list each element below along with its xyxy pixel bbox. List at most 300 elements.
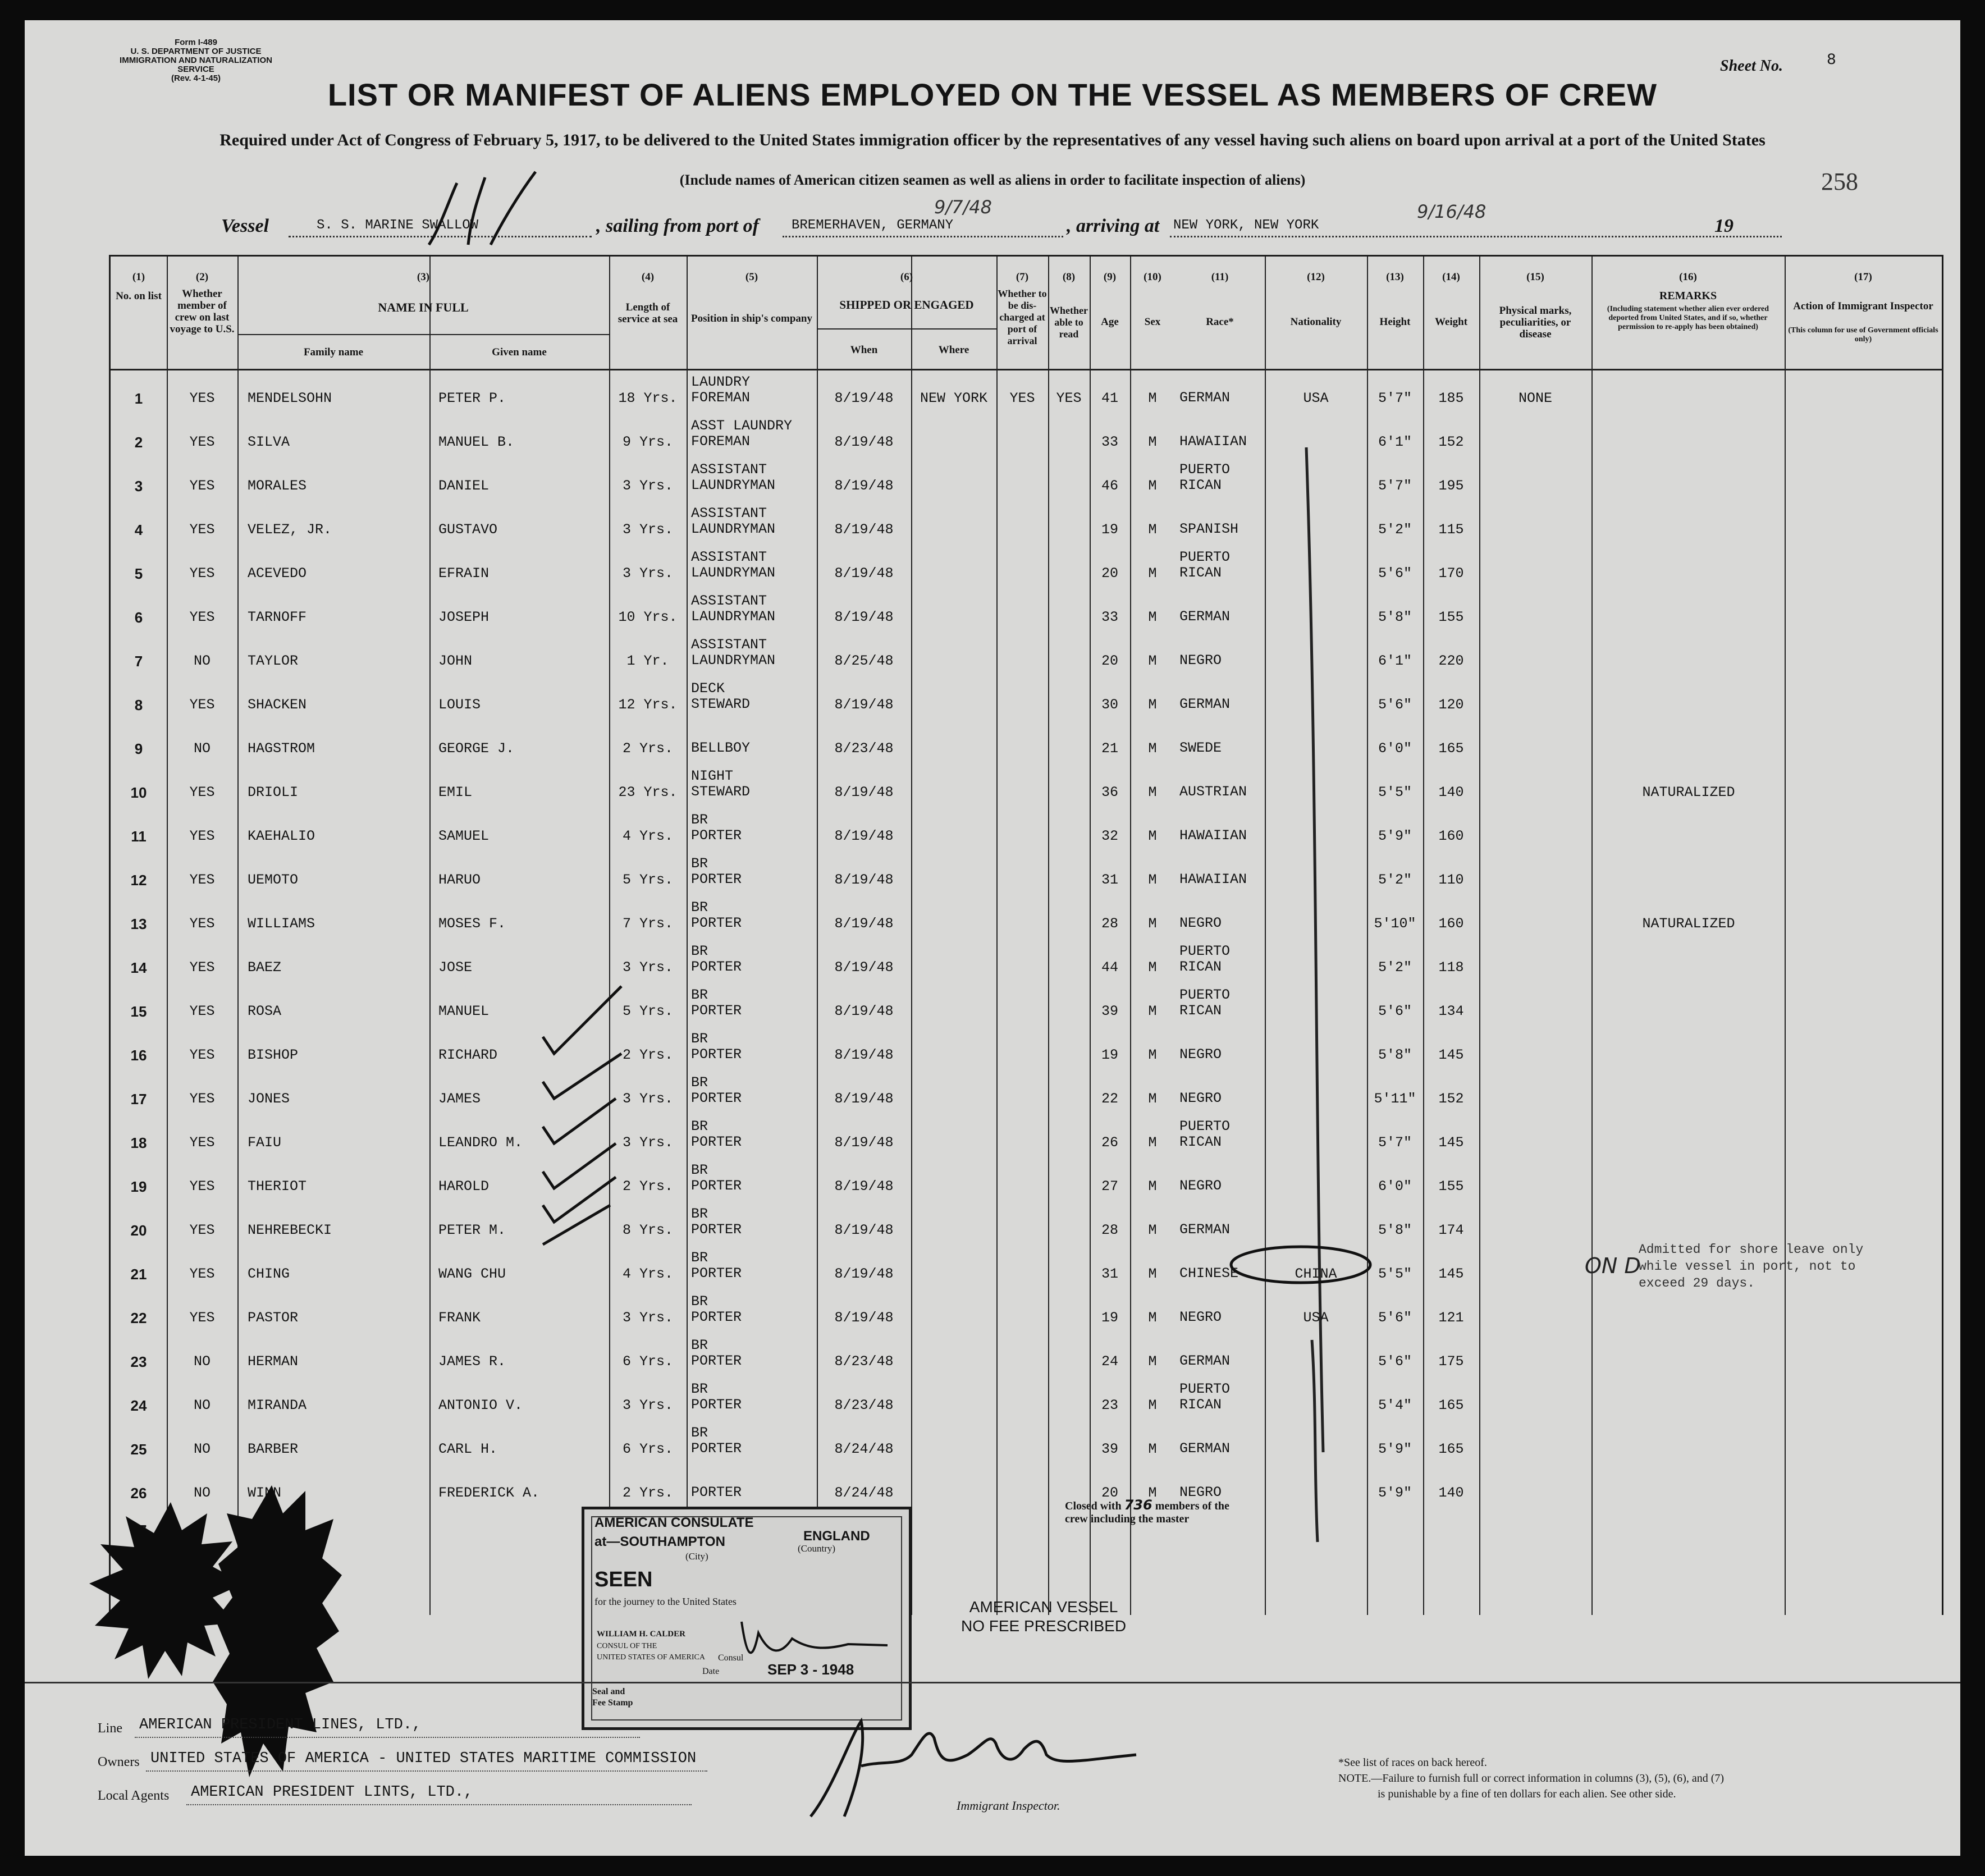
col-header-nationality: Nationality (1290, 316, 1342, 328)
cell-family: MENDELSOHN (248, 390, 332, 406)
cell-height: 5'7" (1378, 1134, 1412, 1151)
cell-when: 8/19/48 (834, 1091, 894, 1107)
remarks-handwritten: ON D (1585, 1253, 1641, 1278)
cell-family: JONES (248, 1091, 290, 1107)
cell-family: FAIU (248, 1134, 282, 1151)
cell-prev: YES (189, 1134, 215, 1151)
cell-weight: 145 (1438, 1047, 1464, 1063)
cell-service: 6 Yrs. (622, 1353, 673, 1370)
position-line: BR (691, 1162, 708, 1178)
table-row (111, 1029, 1942, 1072)
cell-service: 1 Yr. (626, 653, 669, 669)
ditto-line (1301, 442, 1334, 1458)
cell-prev: NO (193, 1353, 211, 1370)
table-row (111, 460, 1942, 502)
cell-position (691, 550, 775, 581)
cell-prev: YES (189, 478, 215, 494)
cell-height: 5'2" (1378, 521, 1412, 538)
stamp-seen: SEEN (594, 1568, 653, 1591)
stamp-consul-country: UNITED STATES OF AMERICA (597, 1653, 705, 1662)
cell-weight: 140 (1438, 1485, 1464, 1501)
col-num: (15) (1526, 271, 1544, 283)
col-header-remarks: REMARKS (1659, 290, 1717, 302)
page-subtitle-note: (Include names of American citizen seamen as well as aliens in order to facilitate inspection of aliens) (679, 172, 1306, 188)
race-line: RICAN (1179, 565, 1222, 581)
cell-family: HAGSTROM (248, 740, 315, 757)
race-line: PUERTO (1179, 461, 1231, 478)
race-line: GERMAN (1179, 696, 1231, 712)
position-line: PORTER (691, 871, 742, 887)
table-row (111, 635, 1942, 678)
position-line: PORTER (691, 1440, 742, 1457)
cell-family: TARNOFF (248, 609, 307, 625)
col-num: (8) (1062, 271, 1076, 283)
cell-weight: 165 (1438, 1441, 1464, 1457)
cell-race (1179, 1119, 1230, 1150)
cell-when: 8/19/48 (834, 872, 894, 888)
cell-height: 5'6" (1378, 1353, 1412, 1370)
col-num: (10) (1144, 271, 1161, 283)
cell-sex: M (1148, 1222, 1157, 1238)
cell-age: 20 (1101, 653, 1118, 669)
race-line: GERMAN (1179, 1353, 1231, 1369)
stamp-date-label: Date (702, 1667, 720, 1676)
cell-where: NEW YORK (920, 390, 988, 406)
cell-prev: YES (189, 521, 215, 538)
stamp-consul-title: CONSUL OF THE (597, 1642, 657, 1650)
arriving-label: , arriving at (1067, 216, 1160, 236)
cell-prev: YES (189, 434, 215, 450)
cell-height: 5'7" (1378, 478, 1412, 494)
race-line: RICAN (1179, 477, 1222, 493)
cell-service: 3 Yrs. (622, 521, 673, 538)
cell-weight: 195 (1438, 478, 1464, 494)
cell-sex: M (1148, 828, 1157, 844)
cell-weight: 174 (1438, 1222, 1464, 1238)
cell-height: 5'8" (1378, 609, 1412, 625)
cell-weight: 110 (1438, 872, 1464, 888)
cell-service: 3 Yrs. (622, 565, 673, 582)
cell-family: MORALES (248, 478, 307, 494)
cell-position (691, 418, 792, 450)
position-line: LAUNDRYMAN (691, 521, 776, 537)
cell-race (1179, 1310, 1222, 1325)
remarks-line: Admitted for shore leave only (1639, 1242, 1864, 1257)
cell-service: 3 Yrs. (622, 959, 673, 976)
cell-prev: NO (193, 740, 211, 757)
cell-given: JOSEPH (438, 609, 490, 625)
cell-remarks: NATURALIZED (1642, 784, 1735, 800)
table-row (111, 1335, 1942, 1378)
cell-prev: YES (189, 390, 215, 406)
col-header-height: Height (1379, 316, 1411, 328)
cell-sex: M (1148, 478, 1157, 494)
cell-sex: M (1148, 1353, 1157, 1370)
cell-race (1179, 1353, 1230, 1369)
cell-race (1179, 653, 1222, 669)
position-line: PORTER (691, 1134, 742, 1150)
cell-weight: 170 (1438, 565, 1464, 582)
cell-age: 28 (1101, 916, 1118, 932)
position-line: PORTER (691, 1221, 742, 1238)
cell-prev: YES (189, 1178, 215, 1195)
race-line: CHINESE (1179, 1265, 1239, 1282)
col-header-shipped: SHIPPED OR ENGAGED (839, 298, 974, 312)
cell-race (1179, 697, 1230, 712)
position-line: BR (691, 1337, 708, 1353)
cell-prev: YES (189, 565, 215, 582)
cell-prev: YES (189, 959, 215, 976)
row-number: 22 (130, 1310, 147, 1326)
port-to: NEW YORK, NEW YORK (1173, 218, 1319, 233)
cell-given: MOSES F. (438, 916, 506, 932)
position-line: BR (691, 987, 708, 1003)
cell-sex: M (1148, 1003, 1157, 1019)
race-line: NEGRO (1179, 915, 1222, 931)
race-line: GERMAN (1179, 608, 1231, 625)
row-number: 18 (130, 1134, 147, 1151)
col-num: (4) (641, 271, 655, 283)
closed-with-line2: crew including the master (1065, 1513, 1190, 1525)
race-line: GERMAN (1179, 390, 1231, 406)
cell-given: JOHN (438, 653, 473, 669)
cell-family: DRIOLI (248, 784, 299, 800)
col-num: (13) (1386, 271, 1404, 283)
cell-position (691, 1031, 742, 1063)
cell-family: WILLIAMS (248, 916, 315, 932)
cell-race (1179, 987, 1230, 1019)
cell-family: CHING (248, 1266, 290, 1282)
inspector-label: Immigrant Inspector. (957, 1799, 1060, 1813)
vessel-label: Vessel (221, 216, 269, 236)
cell-position (691, 1485, 742, 1500)
cell-read: YES (1056, 390, 1082, 406)
cell-sex: M (1148, 1266, 1157, 1282)
cell-race (1179, 916, 1222, 931)
position-line: LAUNDRYMAN (691, 608, 776, 625)
cell-height: 5'4" (1378, 1397, 1412, 1413)
position-line: DECK (691, 680, 725, 697)
cell-position (691, 1206, 742, 1238)
cell-weight: 145 (1438, 1134, 1464, 1151)
position-line: LAUNDRYMAN (691, 477, 776, 493)
cell-age: 31 (1101, 1266, 1118, 1282)
cell-weight: 115 (1438, 521, 1464, 538)
table-row (111, 854, 1942, 896)
cell-weight: 140 (1438, 784, 1464, 800)
table-row (111, 547, 1942, 590)
row-number: 12 (130, 872, 147, 889)
cell-when: 8/19/48 (834, 521, 894, 538)
col-num: (5) (745, 271, 758, 283)
cell-position (691, 593, 775, 625)
cell-age: 31 (1101, 872, 1118, 888)
cell-position (691, 1163, 742, 1194)
cell-position (691, 1075, 742, 1106)
cell-given: HARUO (438, 872, 481, 888)
table-row (111, 722, 1942, 765)
cell-service: 9 Yrs. (622, 434, 673, 450)
race-line: GERMAN (1179, 1221, 1231, 1238)
col-num: (2) (195, 271, 209, 283)
row-number: 25 (130, 1441, 147, 1458)
cell-sex: M (1148, 1091, 1157, 1107)
cell-height: 5'9" (1378, 828, 1412, 844)
cell-position (691, 681, 750, 712)
race-line: PUERTO (1179, 1118, 1231, 1134)
table-row (111, 372, 1942, 415)
cell-height: 5'2" (1378, 959, 1412, 976)
cell-position (691, 768, 750, 800)
consulate-stamp (582, 1507, 912, 1730)
col-header-race: Race* (1206, 316, 1234, 328)
line-value: AMERICAN PRESIDENT LINES, LTD., (139, 1717, 422, 1733)
cell-when: 8/19/48 (834, 784, 894, 800)
cell-position (691, 1338, 742, 1369)
race-line: RICAN (1179, 959, 1222, 975)
cell-when: 8/19/48 (834, 1134, 894, 1151)
cell-when: 8/23/48 (834, 1397, 894, 1413)
stamp-country-label: (Country) (798, 1543, 836, 1554)
cell-height: 5'9" (1378, 1441, 1412, 1457)
position-line: PORTER (691, 1178, 742, 1194)
sheet-label: Sheet No. (1720, 57, 1783, 75)
race-line: RICAN (1179, 1134, 1222, 1150)
cell-when: 8/19/48 (834, 1047, 894, 1063)
position-line: PORTER (691, 959, 742, 975)
remarks-shore-leave (1639, 1241, 1863, 1292)
row-number: 23 (130, 1353, 147, 1370)
cell-given: GEORGE J. (438, 740, 515, 757)
table-row (111, 898, 1942, 940)
cell-height: 5'11" (1374, 1091, 1416, 1107)
position-line: FOREMAN (691, 433, 751, 450)
cell-dis: YES (1009, 390, 1035, 406)
col-num: (14) (1442, 271, 1460, 283)
cell-age: 23 (1101, 1397, 1118, 1413)
position-line: BR (691, 1206, 708, 1222)
cell-weight: 120 (1438, 697, 1464, 713)
cell-when: 8/19/48 (834, 1222, 894, 1238)
table-row (111, 810, 1942, 853)
footnote-penalty: NOTE.—Failure to furnish full or correct information in columns (3), (5), (6), and (7) (1338, 1772, 1725, 1785)
cell-weight: 165 (1438, 740, 1464, 757)
race-line: NEGRO (1179, 1090, 1222, 1106)
cell-race (1179, 550, 1230, 581)
position-line: BR (691, 1381, 708, 1397)
table-row (111, 416, 1942, 459)
cell-prev: YES (189, 609, 215, 625)
row-number: 3 (134, 478, 143, 495)
cell-service: 3 Yrs. (622, 478, 673, 494)
col-header-read: Whether able to read (1050, 305, 1088, 340)
race-line: HAWAIIAN (1179, 433, 1247, 450)
cell-race (1179, 828, 1247, 844)
cell-position (691, 900, 742, 931)
race-line: NEGRO (1179, 1046, 1222, 1063)
row-number: 14 (130, 959, 147, 976)
race-line: RICAN (1179, 1397, 1222, 1413)
cell-family: HERMAN (248, 1353, 299, 1370)
stamp-consul-name: WILLIAM H. CALDER (597, 1630, 685, 1639)
ditto-line (1301, 1334, 1329, 1548)
cell-when: 8/24/48 (834, 1441, 894, 1457)
row-number: 21 (130, 1266, 147, 1283)
col-header-discharged: Whether to be dis-charged at port of arrival (998, 288, 1047, 346)
row-number: 7 (134, 653, 143, 670)
cell-service: 6 Yrs. (622, 1441, 673, 1457)
cell-sex: M (1148, 1134, 1157, 1151)
table-row (111, 679, 1942, 721)
position-line: PORTER (691, 1046, 742, 1063)
cell-age: 19 (1101, 1047, 1118, 1063)
cell-height: 6'0" (1378, 1178, 1412, 1195)
cell-given: WANG CHU (438, 1266, 506, 1282)
cell-family: NEHREBECKI (248, 1222, 332, 1238)
cell-race (1179, 740, 1222, 756)
cell-sex: M (1148, 1310, 1157, 1326)
cell-position (691, 462, 775, 493)
col-header-physical: Physical marks, peculiarities, or disease (1499, 305, 1572, 340)
position-line: PORTER (691, 915, 742, 931)
fee-stamp-line1: AMERICAN VESSEL (969, 1598, 1118, 1616)
cell-when: 8/19/48 (834, 609, 894, 625)
cell-race (1179, 784, 1247, 800)
agents-label: Local Agents (98, 1788, 170, 1803)
cell-when: 8/19/48 (834, 1003, 894, 1019)
port-from: BREMERHAVEN, GERMANY (792, 218, 954, 233)
cell-height: 6'0" (1378, 740, 1412, 757)
remarks-line: exceed 29 days. (1639, 1276, 1755, 1291)
position-line: BR (691, 1293, 708, 1310)
row-number: 6 (134, 609, 143, 626)
col-header-name: NAME IN FULL (378, 300, 469, 314)
cell-height: 5'5" (1378, 1266, 1412, 1282)
row-number: 24 (130, 1397, 147, 1414)
position-line: PORTER (691, 1090, 742, 1106)
race-line: PUERTO (1179, 549, 1231, 565)
cell-service: 3 Yrs. (622, 1091, 673, 1107)
race-line: RICAN (1179, 1003, 1222, 1019)
row-number: 19 (130, 1178, 147, 1195)
cell-service: 5 Yrs. (622, 872, 673, 888)
col-header-position: Position in ship's company (691, 313, 812, 324)
position-line: ASSISTANT (691, 637, 767, 653)
cell-weight: 145 (1438, 1266, 1464, 1282)
cell-when: 8/19/48 (834, 1310, 894, 1326)
date-to: 9/16/48 (1417, 201, 1487, 222)
cell-given: FRANK (438, 1310, 481, 1326)
cell-position (691, 1294, 742, 1325)
race-line: HAWAIIAN (1179, 827, 1247, 844)
stamp-country: ENGLAND (803, 1529, 870, 1544)
cell-position (691, 1381, 742, 1413)
cell-age: 39 (1101, 1441, 1118, 1457)
table-row (111, 1073, 1942, 1115)
position-line: BR (691, 1250, 708, 1266)
cell-height: 5'2" (1378, 872, 1412, 888)
cell-age: 22 (1101, 1091, 1118, 1107)
race-line: NEGRO (1179, 652, 1222, 669)
row-number: 20 (130, 1222, 147, 1239)
closed-with-suffix: members of the (1155, 1500, 1229, 1512)
cell-prev: YES (189, 1310, 215, 1326)
cell-prev: YES (189, 1266, 215, 1282)
race-line: AUSTRIAN (1179, 784, 1247, 800)
cell-family: BARBER (248, 1441, 299, 1457)
vessel-line (25, 196, 1960, 253)
initials-mark (418, 161, 564, 256)
cell-given: MANUEL (438, 1003, 490, 1019)
cell-when: 8/19/48 (834, 565, 894, 582)
cell-sex: M (1148, 740, 1157, 757)
position-line: STEWARD (691, 696, 751, 712)
cell-phys: NONE (1518, 390, 1552, 406)
cell-nat: CHINA (1295, 1266, 1337, 1282)
cell-height: 5'10" (1374, 916, 1416, 932)
cell-sex: M (1148, 1047, 1157, 1063)
cell-when: 8/25/48 (834, 653, 894, 669)
cell-service: 18 Yrs. (618, 390, 678, 406)
col-num: (1) (132, 271, 145, 283)
cell-prev: NO (193, 1397, 211, 1413)
page-subtitle: Required under Act of Congress of February 5, 1917, to be delivered to the United States immigration officer by the representatives of any vessel having such aliens on board upon arrival at a port of the United States (219, 131, 1766, 149)
cell-service: 2 Yrs. (622, 1485, 673, 1501)
race-line: PUERTO (1179, 1381, 1231, 1397)
cell-when: 8/19/48 (834, 828, 894, 844)
race-line: SWEDE (1179, 740, 1222, 756)
vessel-name: S. S. MARINE SWALLOW (317, 218, 479, 233)
cell-age: 30 (1101, 697, 1118, 713)
cell-age: 26 (1101, 1134, 1118, 1151)
col-header-given: Given name (492, 346, 547, 358)
position-line: FOREMAN (691, 390, 751, 406)
consul-signature (736, 1610, 893, 1667)
closed-with-prefix: Closed with (1065, 1500, 1122, 1512)
fee-stamp (961, 1598, 1126, 1636)
cell-service: 2 Yrs. (622, 740, 673, 757)
cell-position (691, 1119, 742, 1150)
cell-given: PETER P. (438, 390, 506, 406)
cell-family: ACEVEDO (248, 565, 307, 582)
cell-family: PASTOR (248, 1310, 299, 1326)
year-label: 19 (1714, 216, 1734, 236)
cell-given: SAMUEL (438, 828, 490, 844)
position-line: BR (691, 855, 708, 872)
cell-when: 8/19/48 (834, 1178, 894, 1195)
cell-age: 19 (1101, 521, 1118, 538)
position-line: BR (691, 1425, 708, 1441)
col-header-remarks-note: (Including statement whether alien ever ordered deported from United States, and if so, whether permission to re-apply has been obtained) (1607, 305, 1769, 331)
table-row (111, 504, 1942, 546)
cell-race (1179, 1441, 1230, 1457)
cell-sex: M (1148, 784, 1157, 800)
remarks-line: while vessel in port, not to (1639, 1259, 1856, 1274)
cell-height: 5'9" (1378, 1485, 1412, 1501)
row-number: 5 (134, 565, 143, 582)
cell-when: 8/19/48 (834, 390, 894, 406)
col-header-sex: Sex (1144, 316, 1161, 328)
cell-given: GUSTAVO (438, 521, 498, 538)
cell-service: 8 Yrs. (622, 1222, 673, 1238)
cell-sex: M (1148, 653, 1157, 669)
cell-age: 46 (1101, 478, 1118, 494)
table-row (111, 985, 1942, 1028)
cell-service: 3 Yrs. (622, 1310, 673, 1326)
race-line: NEGRO (1179, 1178, 1222, 1194)
position-line: ASSISTANT (691, 549, 767, 565)
cell-given: HAROLD (438, 1178, 490, 1195)
